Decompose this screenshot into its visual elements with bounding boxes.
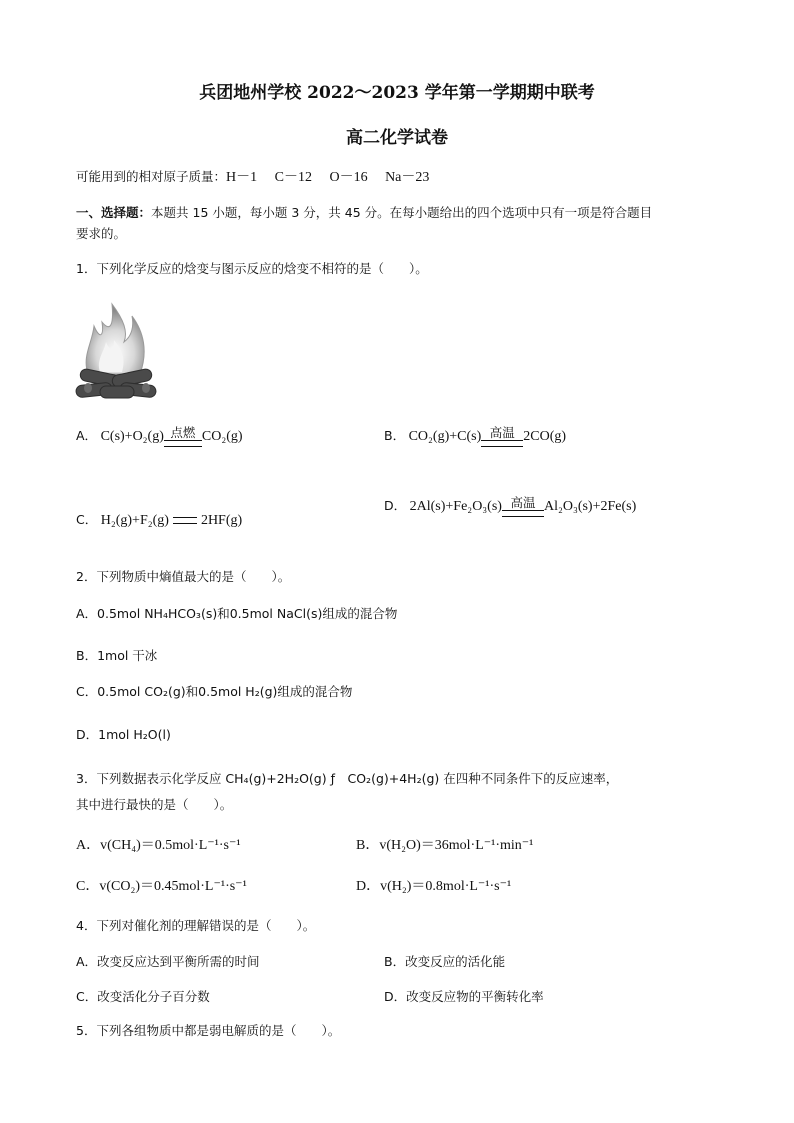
section-instructions bbox=[76, 203, 652, 221]
exam-title: 兵团地州学校 2022～2023 学年第一学期期中联考 bbox=[199, 83, 595, 103]
exam-subtitle: 高二化学试卷 bbox=[346, 128, 448, 148]
equation-arrow bbox=[502, 496, 544, 517]
q2-option-a[interactable]: A．0.5mol NH₄HCO₃(s)和0.5mol NaCl(s)组成的混合物 bbox=[76, 606, 398, 621]
equation-arrow bbox=[481, 426, 523, 447]
q3-option-a[interactable]: A．v(CH₄)＝0.5mol·L⁻¹·s⁻¹ bbox=[76, 838, 241, 853]
q3-stem-line2: 其中进行最快的是（ ）。 bbox=[76, 797, 233, 812]
q2-option-b[interactable]: B．1mol 干冰 bbox=[76, 648, 158, 663]
option-label: B． bbox=[384, 428, 406, 443]
q3-option-b[interactable]: B．v(H₂O)＝36mol·L⁻¹·min⁻¹ bbox=[356, 838, 534, 853]
q4-option-c[interactable]: C．改变活化分子百分数 bbox=[76, 989, 210, 1004]
campfire-icon bbox=[74, 296, 160, 406]
atomic-mass-values: H－1 C－12 O－16 Na－23 bbox=[226, 170, 430, 185]
q2-option-c[interactable]: C．0.5mol CO₂(g)和0.5mol H₂(g)组成的混合物 bbox=[76, 684, 353, 699]
q4-option-a[interactable]: A．改变反应达到平衡所需的时间 bbox=[76, 954, 260, 969]
equation-arrow bbox=[173, 517, 197, 524]
option-label: D． bbox=[384, 498, 407, 513]
section-text-2: 要求的。 bbox=[76, 226, 127, 241]
q3-stem-line1: 3．下列数据表示化学反应 CH₄(g)+2H₂O(g) ƒ CO₂(g)+4H₂(g) 在四种不同条件下的反应速率， bbox=[76, 771, 619, 786]
option-label: C． bbox=[76, 512, 98, 527]
equation-lhs: H₂(g)+F₂(g) bbox=[100, 513, 169, 528]
atomic-mass-line bbox=[76, 166, 429, 186]
equation-rhs: CO₂(g) bbox=[201, 429, 243, 444]
equation-rhs: 2CO(g) bbox=[523, 429, 567, 444]
reaction-condition: 高温 bbox=[510, 495, 536, 511]
reaction-condition: 高温 bbox=[489, 425, 515, 441]
section-text: 本题共 15 小题，每小题 3 分，共 45 分。在每小题给出的四个选项中只有一项是符合题目 bbox=[151, 205, 653, 220]
q2-option-d[interactable]: D．1mol H₂O(l) bbox=[76, 727, 171, 742]
q1-option-c[interactable] bbox=[76, 510, 242, 529]
q1-stem: 1．下列化学反应的焓变与图示反应的焓变不相符的是（ ）。 bbox=[76, 261, 428, 276]
reaction-condition: 点燃 bbox=[170, 425, 196, 441]
equation-lhs: 2Al(s)+Fe₂O₃(s) bbox=[409, 499, 502, 514]
q4-option-b[interactable]: B．改变反应的活化能 bbox=[384, 954, 506, 969]
q2-stem: 2．下列物质中熵值最大的是（ ）。 bbox=[76, 569, 291, 584]
equation-rhs: Al₂O₃(s)+2Fe(s) bbox=[543, 499, 637, 514]
q4-stem: 4．下列对催化剂的理解错误的是（ ）。 bbox=[76, 918, 316, 933]
equation-lhs: CO₂(g)+C(s) bbox=[408, 429, 482, 444]
q3-option-c[interactable]: C．v(CO₂)＝0.45mol·L⁻¹·s⁻¹ bbox=[76, 879, 247, 894]
section-heading: 一、选择题： bbox=[76, 205, 152, 220]
q3-option-d[interactable]: D．v(H₂)＝0.8mol·L⁻¹·s⁻¹ bbox=[356, 879, 512, 894]
q1-option-d[interactable] bbox=[384, 496, 636, 517]
equation-arrow bbox=[164, 426, 202, 447]
q5-stem: 5．下列各组物质中都是弱电解质的是（ ）。 bbox=[76, 1023, 341, 1038]
equation-lhs: C(s)+O₂(g) bbox=[100, 429, 164, 444]
option-label: A． bbox=[76, 428, 98, 443]
equation-rhs: 2HF(g) bbox=[200, 513, 243, 528]
atomic-mass-label: 可能用到的相对原子质量： bbox=[76, 169, 227, 184]
q1-option-b[interactable] bbox=[384, 426, 566, 447]
q4-option-d[interactable]: D．改变反应物的平衡转化率 bbox=[384, 989, 544, 1004]
q1-option-a[interactable] bbox=[76, 426, 243, 447]
